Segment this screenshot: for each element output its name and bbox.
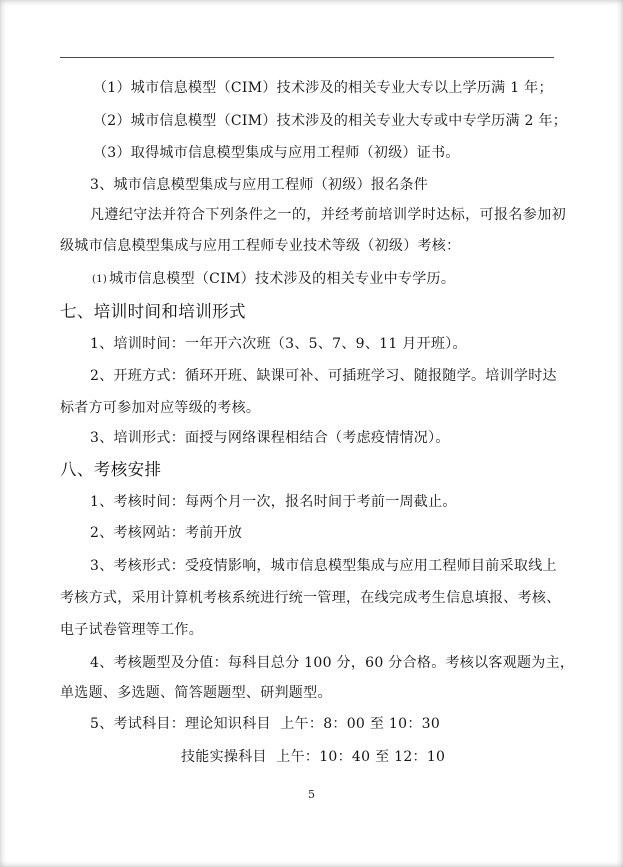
exam-subjects-item-line-2: 技能实操科目 上午：10：40 至 12：10 (181, 749, 446, 765)
exam-format-item-line-2: 考核方式，采用计算机考核系统进行统一管理，在线完成考生信息填报、考核、 (60, 590, 561, 606)
exam-question-types-item-line-2: 单选题、多选题、简答题题型、研判题型。 (60, 685, 332, 701)
junior-requirements-paragraph-line-2: 级城市信息模型集成与应用工程师专业技术等级（初级）考核： (60, 238, 461, 254)
exam-website-item: 2、考核网站：考前开放 (90, 525, 243, 541)
exam-format-item-line-1: 3、考核形式：受疫情影响，城市信息模型集成与应用工程师目前采取线上 (90, 558, 557, 574)
associate-item-3: （3）取得城市信息模型集成与应用工程师（初级）证书。 (93, 145, 460, 161)
exam-subjects-item-line-1: 5、考试科目：理论知识科目 上午：8：00 至 10：30 (90, 716, 441, 732)
header-rule (60, 57, 554, 58)
section-8-heading: 八、考核安排 (60, 460, 162, 479)
class-mode-item-line-2: 标者方可参加对应等级的考核。 (60, 400, 261, 416)
exam-format-item-line-3: 电子试卷管理等工作。 (60, 622, 203, 638)
training-time-item: 1、培训时间：一年开六次班（3、5、7、9、11 月开班）。 (90, 336, 467, 352)
page-number: 5 (308, 788, 315, 801)
junior-requirements-subheading: 3、城市信息模型集成与应用工程师（初级）报名条件 (90, 177, 429, 193)
junior-item-1-marker: (1) (92, 274, 108, 285)
class-mode-item-line-1: 2、开班方式：循环开班、缺课可补、可插班学习、随报随学。培训学时达 (90, 368, 557, 384)
exam-question-types-item-line-1: 4、考核题型及分值：每科目总分 100 分，60 分合格。考核以客观题为主， (90, 655, 575, 671)
junior-requirements-paragraph-line-1: 凡遵纪守法并符合下列条件之一的，并经考前培训学时达标，可报名参加初 (90, 207, 566, 223)
junior-item-1-text: 城市信息模型（CIM）技术涉及的相关专业中专学历。 (109, 271, 456, 287)
junior-item-1 (92, 269, 455, 289)
training-format-item: 3、培训形式：面授与网络课程相结合（考虑疫情情况）。 (90, 430, 450, 446)
associate-item-1: （1）城市信息模型（CIM）技术涉及的相关专业大专以上学历满 1 年； (93, 80, 553, 96)
associate-item-2: （2）城市信息模型（CIM）技术涉及的相关专业大专或中专学历满 2 年； (93, 113, 568, 129)
exam-time-item: 1、考核时间：每两个月一次，报名时间于考前一周截止。 (90, 494, 457, 510)
section-7-heading: 七、培训时间和培训形式 (60, 302, 246, 321)
